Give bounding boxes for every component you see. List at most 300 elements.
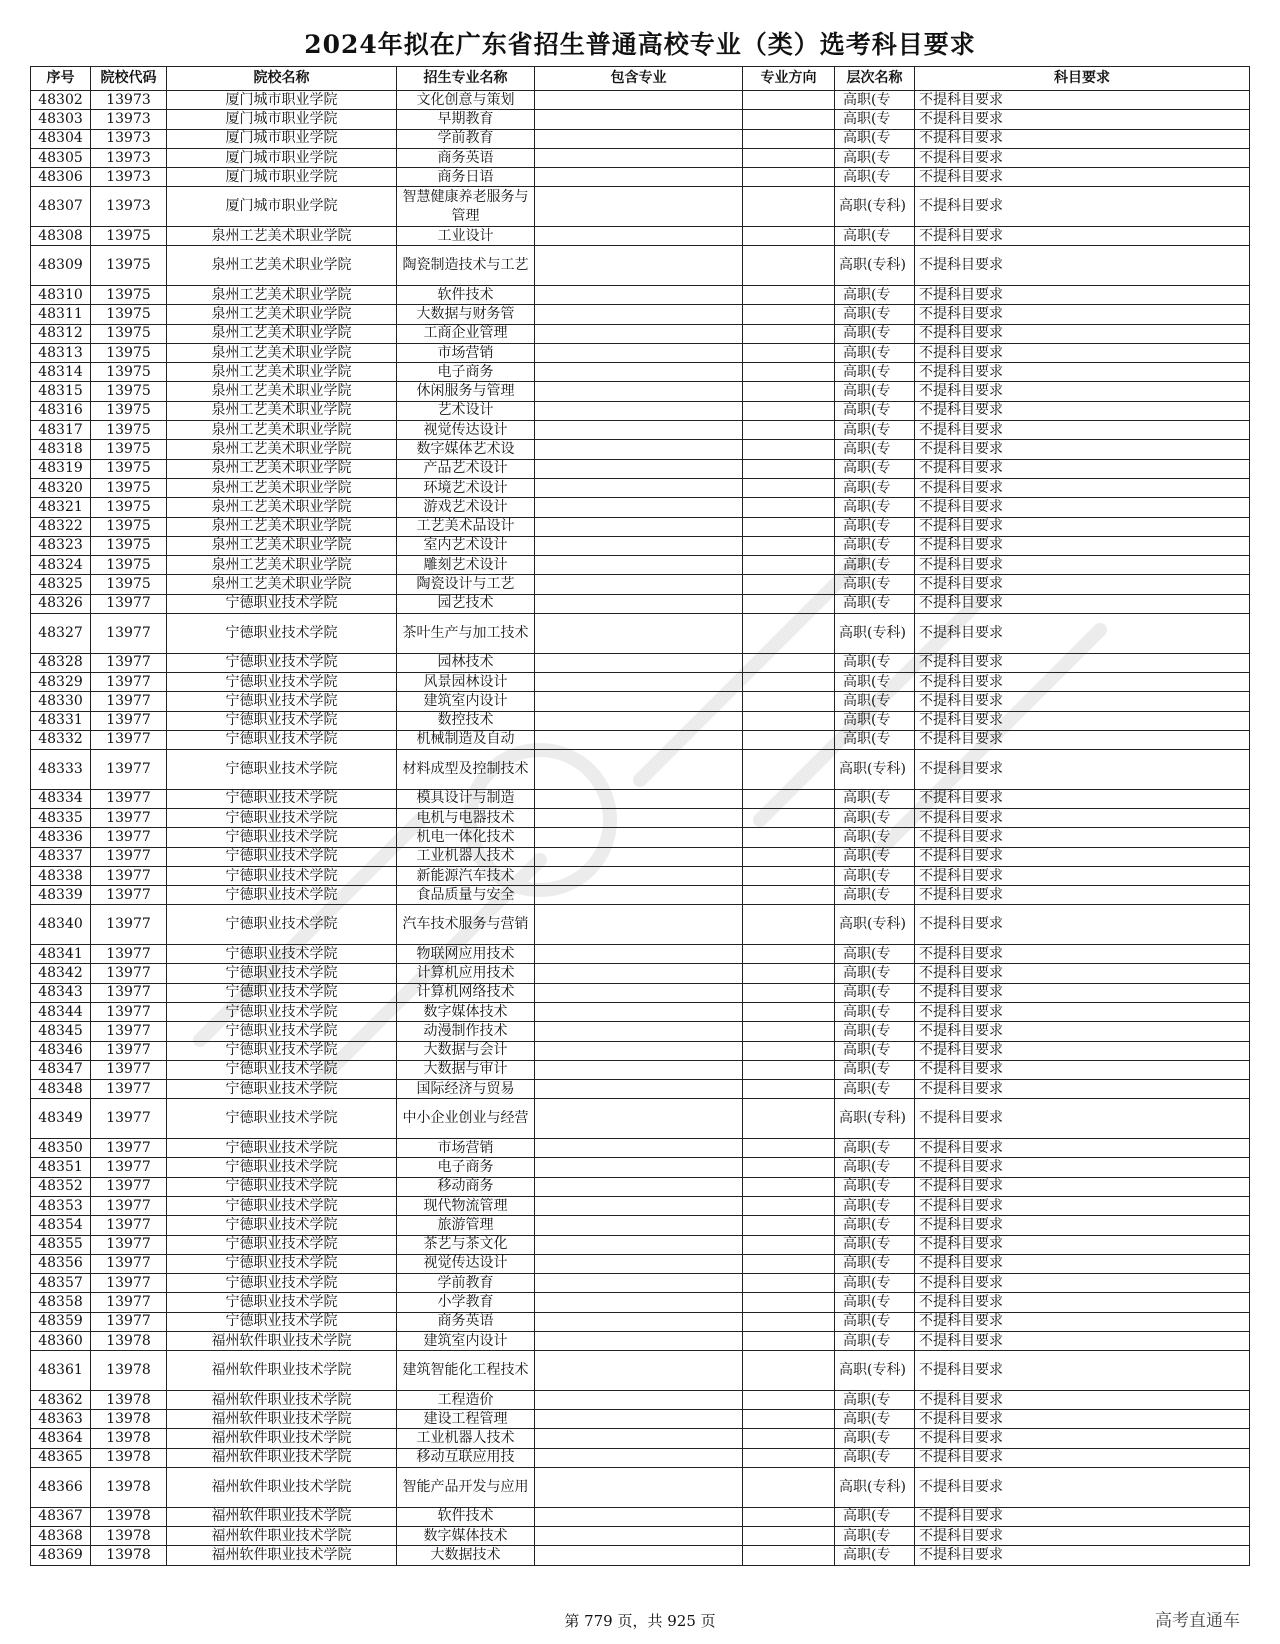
- cell-major-direction: [743, 730, 835, 749]
- cell-included-majors: [535, 305, 743, 324]
- table-row: [31, 1390, 1250, 1409]
- cell-seq: 48326: [31, 594, 91, 613]
- cell-level: 高职(专: [835, 692, 915, 711]
- cell-major-name: 数字媒体技术: [397, 1526, 535, 1545]
- cell-subject-requirement: 不提科目要求: [915, 421, 1250, 440]
- cell-subject-requirement: 不提科目要求: [915, 886, 1250, 905]
- cell-included-majors: [535, 1216, 743, 1235]
- cell-school-code: 13975: [91, 382, 167, 401]
- cell-level: 高职(专科): [835, 614, 915, 654]
- table-row: [31, 246, 1250, 286]
- cell-level: 高职(专: [835, 1139, 915, 1158]
- cell-subject-requirement: 不提科目要求: [915, 363, 1250, 382]
- table-row: [31, 1196, 1250, 1215]
- cell-major-direction: [743, 187, 835, 227]
- cell-school-code: 13977: [91, 672, 167, 691]
- cell-level: 高职(专: [835, 964, 915, 983]
- cell-school-code: 13977: [91, 730, 167, 749]
- cell-subject-requirement: 不提科目要求: [915, 847, 1250, 866]
- table-row: [31, 1410, 1250, 1429]
- cell-major-direction: [743, 129, 835, 148]
- cell-major-direction: [743, 692, 835, 711]
- cell-school-code: 13973: [91, 187, 167, 227]
- cell-major-direction: [743, 517, 835, 536]
- cell-subject-requirement: 不提科目要求: [915, 1410, 1250, 1429]
- cell-school-name: 泉州工艺美术职业学院: [167, 401, 397, 420]
- cell-included-majors: [535, 1448, 743, 1467]
- cell-school-code: 13977: [91, 692, 167, 711]
- cell-seq: 48332: [31, 730, 91, 749]
- table-row: [31, 1429, 1250, 1448]
- cell-school-code: 13975: [91, 498, 167, 517]
- cell-major-name: 陶瓷制造技术与工艺: [397, 246, 535, 286]
- cell-included-majors: [535, 1177, 743, 1196]
- header-school-name: 院校名称: [167, 67, 397, 91]
- cell-seq: 48336: [31, 828, 91, 847]
- cell-level: 高职(专: [835, 1196, 915, 1215]
- cell-major-name: 食品质量与安全: [397, 886, 535, 905]
- cell-major-name: 工业设计: [397, 227, 535, 246]
- cell-school-code: 13977: [91, 1139, 167, 1158]
- table-row: [31, 672, 1250, 691]
- cell-subject-requirement: 不提科目要求: [915, 1546, 1250, 1565]
- cell-level: 高职(专: [835, 653, 915, 672]
- cell-major-name: 环境艺术设计: [397, 478, 535, 497]
- cell-school-code: 13977: [91, 1041, 167, 1060]
- cell-school-name: 泉州工艺美术职业学院: [167, 459, 397, 478]
- cell-seq: 48356: [31, 1254, 91, 1273]
- cell-school-name: 宁德职业技术学院: [167, 1293, 397, 1312]
- cell-major-direction: [743, 983, 835, 1002]
- cell-school-code: 13978: [91, 1448, 167, 1467]
- cell-level: 高职(专: [835, 1312, 915, 1331]
- table-row: [31, 440, 1250, 459]
- table-row: [31, 847, 1250, 866]
- cell-level: 高职(专: [835, 1448, 915, 1467]
- table-row: [31, 575, 1250, 594]
- cell-level: 高职(专: [835, 808, 915, 827]
- cell-school-name: 宁德职业技术学院: [167, 730, 397, 749]
- table-row: [31, 556, 1250, 575]
- cell-included-majors: [535, 478, 743, 497]
- cell-school-name: 宁德职业技术学院: [167, 1158, 397, 1177]
- table-body: [31, 91, 1250, 1566]
- cell-seq: 48322: [31, 517, 91, 536]
- table-row: [31, 91, 1250, 110]
- cell-seq: 48304: [31, 129, 91, 148]
- cell-school-code: 13977: [91, 711, 167, 730]
- cell-major-direction: [743, 945, 835, 964]
- cell-seq: 48324: [31, 556, 91, 575]
- cell-major-name: 工程造价: [397, 1390, 535, 1409]
- table-row: [31, 1139, 1250, 1158]
- cell-seq: 48316: [31, 401, 91, 420]
- cell-major-direction: [743, 382, 835, 401]
- table-row: [31, 1507, 1250, 1526]
- cell-level: 高职(专: [835, 440, 915, 459]
- cell-included-majors: [535, 1526, 743, 1545]
- cell-major-name: 建筑智能化工程技术: [397, 1351, 535, 1391]
- table-row: [31, 1526, 1250, 1545]
- cell-subject-requirement: 不提科目要求: [915, 440, 1250, 459]
- cell-major-direction: [743, 1254, 835, 1273]
- cell-school-code: 13978: [91, 1410, 167, 1429]
- cell-major-direction: [743, 1002, 835, 1021]
- cell-subject-requirement: 不提科目要求: [915, 730, 1250, 749]
- cell-major-name: 陶瓷设计与工艺: [397, 575, 535, 594]
- cell-school-code: 13977: [91, 808, 167, 827]
- cell-school-code: 13978: [91, 1507, 167, 1526]
- cell-subject-requirement: 不提科目要求: [915, 905, 1250, 945]
- cell-school-name: 宁德职业技术学院: [167, 1177, 397, 1196]
- cell-major-direction: [743, 1041, 835, 1060]
- cell-major-direction: [743, 808, 835, 827]
- cell-major-name: 软件技术: [397, 285, 535, 304]
- cell-school-name: 宁德职业技术学院: [167, 1139, 397, 1158]
- cell-major-direction: [743, 536, 835, 555]
- cell-major-name: 智能产品开发与应用: [397, 1468, 535, 1508]
- cell-level: 高职(专: [835, 285, 915, 304]
- cell-major-name: 建设工程管理: [397, 1410, 535, 1429]
- cell-major-direction: [743, 1274, 835, 1293]
- table-row: [31, 421, 1250, 440]
- table-row: [31, 168, 1250, 187]
- cell-major-name: 电机与电器技术: [397, 808, 535, 827]
- cell-level: 高职(专: [835, 1293, 915, 1312]
- table-row: [31, 808, 1250, 827]
- cell-included-majors: [535, 498, 743, 517]
- cell-subject-requirement: 不提科目要求: [915, 1196, 1250, 1215]
- cell-school-name: 泉州工艺美术职业学院: [167, 382, 397, 401]
- cell-school-name: 厦门城市职业学院: [167, 110, 397, 129]
- cell-school-name: 泉州工艺美术职业学院: [167, 227, 397, 246]
- cell-school-name: 泉州工艺美术职业学院: [167, 575, 397, 594]
- cell-major-direction: [743, 91, 835, 110]
- table-row: [31, 1080, 1250, 1099]
- cell-included-majors: [535, 246, 743, 286]
- cell-seq: 48351: [31, 1158, 91, 1177]
- cell-seq: 48334: [31, 789, 91, 808]
- cell-subject-requirement: 不提科目要求: [915, 575, 1250, 594]
- cell-level: 高职(专: [835, 517, 915, 536]
- cell-major-name: 市场营销: [397, 1139, 535, 1158]
- cell-major-direction: [743, 363, 835, 382]
- cell-seq: 48315: [31, 382, 91, 401]
- cell-seq: 48342: [31, 964, 91, 983]
- cell-subject-requirement: 不提科目要求: [915, 1235, 1250, 1254]
- cell-major-direction: [743, 575, 835, 594]
- cell-school-name: 泉州工艺美术职业学院: [167, 324, 397, 343]
- cell-included-majors: [535, 692, 743, 711]
- cell-level: 高职(专: [835, 148, 915, 167]
- cell-school-name: 福州软件职业技术学院: [167, 1390, 397, 1409]
- cell-level: 高职(专: [835, 305, 915, 324]
- table-row: [31, 343, 1250, 362]
- cell-school-code: 13975: [91, 517, 167, 536]
- cell-level: 高职(专: [835, 91, 915, 110]
- cell-school-name: 宁德职业技术学院: [167, 847, 397, 866]
- cell-level: 高职(专: [835, 730, 915, 749]
- cell-major-direction: [743, 905, 835, 945]
- cell-seq: 48368: [31, 1526, 91, 1545]
- cell-major-direction: [743, 653, 835, 672]
- cell-school-code: 13975: [91, 536, 167, 555]
- cell-seq: 48319: [31, 459, 91, 478]
- cell-subject-requirement: 不提科目要求: [915, 945, 1250, 964]
- cell-major-direction: [743, 556, 835, 575]
- cell-seq: 48320: [31, 478, 91, 497]
- cell-school-code: 13975: [91, 227, 167, 246]
- cell-major-direction: [743, 227, 835, 246]
- cell-school-name: 宁德职业技术学院: [167, 1041, 397, 1060]
- cell-level: 高职(专: [835, 401, 915, 420]
- cell-seq: 48308: [31, 227, 91, 246]
- cell-major-name: 数控技术: [397, 711, 535, 730]
- cell-seq: 48339: [31, 886, 91, 905]
- cell-subject-requirement: 不提科目要求: [915, 808, 1250, 827]
- cell-seq: 48348: [31, 1080, 91, 1099]
- cell-included-majors: [535, 905, 743, 945]
- cell-level: 高职(专: [835, 498, 915, 517]
- cell-subject-requirement: 不提科目要求: [915, 1507, 1250, 1526]
- cell-major-name: 中小企业创业与经营: [397, 1099, 535, 1139]
- cell-included-majors: [535, 1139, 743, 1158]
- cell-major-direction: [743, 886, 835, 905]
- cell-major-name: 艺术设计: [397, 401, 535, 420]
- cell-school-name: 宁德职业技术学院: [167, 692, 397, 711]
- cell-subject-requirement: 不提科目要求: [915, 866, 1250, 885]
- cell-major-name: 新能源汽车技术: [397, 866, 535, 885]
- cell-major-name: 文化创意与策划: [397, 91, 535, 110]
- cell-school-code: 13977: [91, 1002, 167, 1021]
- cell-included-majors: [535, 1158, 743, 1177]
- cell-level: 高职(专: [835, 1254, 915, 1273]
- table-row: [31, 478, 1250, 497]
- cell-school-name: 宁德职业技术学院: [167, 614, 397, 654]
- cell-subject-requirement: 不提科目要求: [915, 91, 1250, 110]
- cell-subject-requirement: 不提科目要求: [915, 1060, 1250, 1079]
- cell-subject-requirement: 不提科目要求: [915, 227, 1250, 246]
- cell-major-name: 动漫制作技术: [397, 1022, 535, 1041]
- cell-included-majors: [535, 750, 743, 790]
- cell-major-direction: [743, 1080, 835, 1099]
- cell-major-name: 建筑室内设计: [397, 692, 535, 711]
- cell-major-name: 材料成型及控制技术: [397, 750, 535, 790]
- cell-school-name: 厦门城市职业学院: [167, 148, 397, 167]
- cell-school-code: 13977: [91, 1312, 167, 1331]
- cell-seq: 48325: [31, 575, 91, 594]
- cell-major-direction: [743, 1196, 835, 1215]
- cell-subject-requirement: 不提科目要求: [915, 1022, 1250, 1041]
- cell-subject-requirement: 不提科目要求: [915, 1254, 1250, 1273]
- cell-seq: 48302: [31, 91, 91, 110]
- cell-school-name: 宁德职业技术学院: [167, 905, 397, 945]
- cell-major-direction: [743, 614, 835, 654]
- cell-subject-requirement: 不提科目要求: [915, 148, 1250, 167]
- cell-major-name: 建筑室内设计: [397, 1332, 535, 1351]
- cell-school-code: 13975: [91, 556, 167, 575]
- cell-major-direction: [743, 1099, 835, 1139]
- cell-subject-requirement: 不提科目要求: [915, 1139, 1250, 1158]
- cell-level: 高职(专: [835, 983, 915, 1002]
- table-row: [31, 983, 1250, 1002]
- cell-included-majors: [535, 363, 743, 382]
- cell-major-name: 旅游管理: [397, 1216, 535, 1235]
- cell-included-majors: [535, 983, 743, 1002]
- cell-school-name: 泉州工艺美术职业学院: [167, 421, 397, 440]
- cell-subject-requirement: 不提科目要求: [915, 1429, 1250, 1448]
- cell-included-majors: [535, 866, 743, 885]
- cell-major-direction: [743, 110, 835, 129]
- cell-major-direction: [743, 148, 835, 167]
- cell-school-name: 厦门城市职业学院: [167, 91, 397, 110]
- cell-subject-requirement: 不提科目要求: [915, 983, 1250, 1002]
- cell-included-majors: [535, 517, 743, 536]
- cell-included-majors: [535, 401, 743, 420]
- cell-included-majors: [535, 459, 743, 478]
- cell-level: 高职(专: [835, 789, 915, 808]
- cell-major-name: 大数据与财务管: [397, 305, 535, 324]
- cell-subject-requirement: 不提科目要求: [915, 1002, 1250, 1021]
- table-row: [31, 498, 1250, 517]
- cell-school-name: 宁德职业技术学院: [167, 1196, 397, 1215]
- table-row: [31, 614, 1250, 654]
- cell-school-code: 13977: [91, 1235, 167, 1254]
- cell-seq: 48309: [31, 246, 91, 286]
- cell-major-direction: [743, 847, 835, 866]
- cell-school-code: 13977: [91, 847, 167, 866]
- cell-subject-requirement: 不提科目要求: [915, 246, 1250, 286]
- cell-major-direction: [743, 498, 835, 517]
- table-row: [31, 594, 1250, 613]
- table-row: [31, 1235, 1250, 1254]
- cell-school-code: 13973: [91, 91, 167, 110]
- cell-major-direction: [743, 401, 835, 420]
- cell-seq: 48352: [31, 1177, 91, 1196]
- cell-major-name: 市场营销: [397, 343, 535, 362]
- cell-seq: 48355: [31, 1235, 91, 1254]
- cell-subject-requirement: 不提科目要求: [915, 324, 1250, 343]
- table-row: [31, 227, 1250, 246]
- cell-school-code: 13977: [91, 750, 167, 790]
- cell-school-name: 泉州工艺美术职业学院: [167, 440, 397, 459]
- cell-subject-requirement: 不提科目要求: [915, 517, 1250, 536]
- cell-seq: 48318: [31, 440, 91, 459]
- cell-school-name: 福州软件职业技术学院: [167, 1351, 397, 1391]
- cell-school-name: 泉州工艺美术职业学院: [167, 517, 397, 536]
- cell-included-majors: [535, 187, 743, 227]
- cell-major-name: 移动互联应用技: [397, 1448, 535, 1467]
- cell-school-code: 13978: [91, 1390, 167, 1409]
- cell-school-name: 福州软件职业技术学院: [167, 1526, 397, 1545]
- cell-level: 高职(专: [835, 828, 915, 847]
- cell-school-name: 宁德职业技术学院: [167, 750, 397, 790]
- table-row: [31, 1022, 1250, 1041]
- cell-level: 高职(专: [835, 866, 915, 885]
- cell-school-code: 13977: [91, 1158, 167, 1177]
- cell-included-majors: [535, 828, 743, 847]
- cell-included-majors: [535, 789, 743, 808]
- cell-seq: 48364: [31, 1429, 91, 1448]
- cell-school-name: 泉州工艺美术职业学院: [167, 305, 397, 324]
- cell-school-code: 13975: [91, 363, 167, 382]
- cell-seq: 48305: [31, 148, 91, 167]
- cell-level: 高职(专: [835, 594, 915, 613]
- cell-included-majors: [535, 808, 743, 827]
- cell-school-name: 宁德职业技术学院: [167, 1060, 397, 1079]
- cell-school-name: 厦门城市职业学院: [167, 129, 397, 148]
- cell-included-majors: [535, 1080, 743, 1099]
- cell-major-name: 园艺技术: [397, 594, 535, 613]
- cell-subject-requirement: 不提科目要求: [915, 1041, 1250, 1060]
- cell-subject-requirement: 不提科目要求: [915, 305, 1250, 324]
- cell-school-code: 13973: [91, 110, 167, 129]
- table-row: [31, 1158, 1250, 1177]
- page-title: 2024年拟在广东省招生普通高校专业（类）选考科目要求: [304, 30, 976, 59]
- cell-level: 高职(专: [835, 1332, 915, 1351]
- cell-level: 高职(专: [835, 536, 915, 555]
- cell-major-name: 产品艺术设计: [397, 459, 535, 478]
- cell-seq: 48323: [31, 536, 91, 555]
- cell-major-name: 茶叶生产与加工技术: [397, 614, 535, 654]
- cell-included-majors: [535, 421, 743, 440]
- cell-included-majors: [535, 285, 743, 304]
- cell-major-direction: [743, 1448, 835, 1467]
- cell-included-majors: [535, 324, 743, 343]
- cell-major-direction: [743, 789, 835, 808]
- cell-major-name: 软件技术: [397, 1507, 535, 1526]
- cell-school-code: 13975: [91, 478, 167, 497]
- cell-school-code: 13977: [91, 1293, 167, 1312]
- cell-subject-requirement: 不提科目要求: [915, 459, 1250, 478]
- cell-included-majors: [535, 168, 743, 187]
- cell-major-name: 机械制造及自动: [397, 730, 535, 749]
- cell-school-code: 13973: [91, 129, 167, 148]
- cell-school-code: 13977: [91, 1060, 167, 1079]
- cell-major-direction: [743, 1507, 835, 1526]
- header-included-majors: 包含专业: [535, 67, 743, 91]
- cell-subject-requirement: 不提科目要求: [915, 711, 1250, 730]
- table-row: [31, 324, 1250, 343]
- table-row: [31, 382, 1250, 401]
- cell-major-name: 大数据技术: [397, 1546, 535, 1565]
- cell-level: 高职(专: [835, 1526, 915, 1545]
- table-row: [31, 363, 1250, 382]
- cell-major-direction: [743, 421, 835, 440]
- cell-major-name: 茶艺与茶文化: [397, 1235, 535, 1254]
- table-row: [31, 1332, 1250, 1351]
- cell-major-direction: [743, 305, 835, 324]
- cell-level: 高职(专科): [835, 905, 915, 945]
- cell-school-name: 宁德职业技术学院: [167, 1274, 397, 1293]
- cell-seq: 48346: [31, 1041, 91, 1060]
- cell-major-name: 小学教育: [397, 1293, 535, 1312]
- cell-included-majors: [535, 1099, 743, 1139]
- cell-seq: 48338: [31, 866, 91, 885]
- cell-major-direction: [743, 711, 835, 730]
- cell-school-code: 13977: [91, 1022, 167, 1041]
- table-row: [31, 1351, 1250, 1391]
- cell-seq: 48365: [31, 1448, 91, 1467]
- cell-major-direction: [743, 1332, 835, 1351]
- cell-included-majors: [535, 91, 743, 110]
- cell-subject-requirement: 不提科目要求: [915, 110, 1250, 129]
- cell-major-direction: [743, 750, 835, 790]
- cell-seq: 48367: [31, 1507, 91, 1526]
- cell-major-direction: [743, 1390, 835, 1409]
- cell-major-direction: [743, 828, 835, 847]
- cell-school-name: 福州软件职业技术学院: [167, 1546, 397, 1565]
